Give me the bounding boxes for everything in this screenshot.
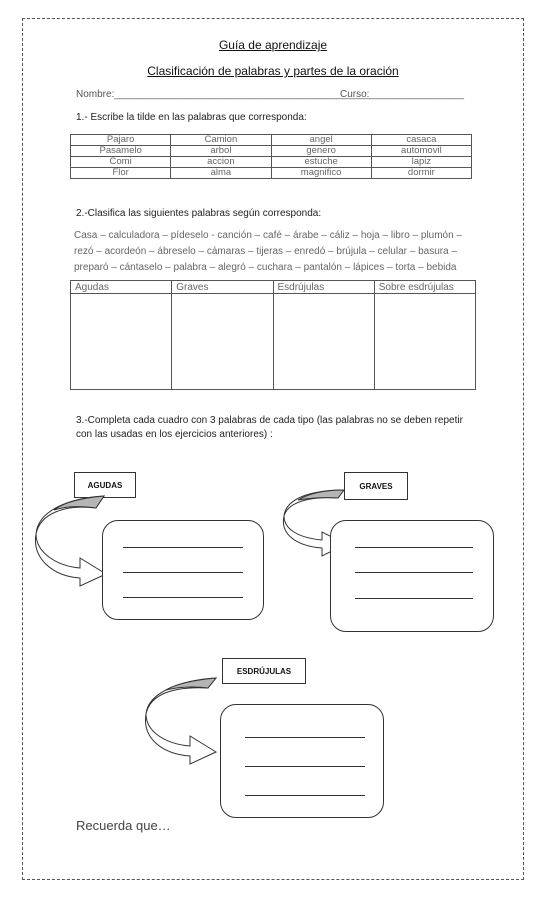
table-cell: angel — [271, 135, 371, 146]
table-cell: Pasamelo — [71, 146, 171, 157]
answer-line[interactable] — [245, 737, 365, 738]
answer-cell-agudas[interactable] — [71, 294, 172, 390]
answer-line[interactable] — [123, 547, 243, 548]
column-header-agudas: Agudas — [71, 281, 172, 294]
word-list-line: rezó – acordeón – ábreselo – cámaras – tijeras – enredó – brújula – celular – basura – — [74, 246, 458, 257]
table-cell: Pajaro — [71, 135, 171, 146]
page-title: Guía de aprendizaje — [218, 38, 328, 52]
exercise1-table — [70, 134, 472, 179]
table-row — [71, 168, 472, 179]
table-cell: Camion — [171, 135, 271, 146]
curso-field[interactable]: Curso:_________________ — [340, 89, 464, 100]
table-header-row — [71, 281, 476, 294]
page-subtitle: Clasificación de palabras y partes de la oración — [147, 64, 399, 78]
exercise3-prompt-line: con las usadas en los ejercicios anteriores) : — [76, 429, 273, 440]
nombre-field[interactable]: Nombre:______________________________________________ — [76, 89, 371, 100]
classification-table — [70, 280, 476, 390]
table-cell: arbol — [171, 146, 271, 157]
answer-line[interactable] — [123, 572, 243, 573]
agudas-label-box: AGUDAS — [74, 472, 136, 498]
answer-cell-esdrujulas[interactable] — [273, 294, 374, 390]
answer-line[interactable] — [355, 572, 473, 573]
answer-line[interactable] — [123, 597, 243, 598]
table-cell: casaca — [371, 135, 471, 146]
table-row — [71, 146, 472, 157]
table-cell: Comi — [71, 157, 171, 168]
agudas-answer-box[interactable] — [102, 520, 264, 620]
graves-answer-box[interactable] — [330, 520, 494, 632]
table-cell: accion — [171, 157, 271, 168]
esdrujulas-answer-box[interactable] — [220, 704, 384, 818]
answer-line[interactable] — [245, 795, 365, 796]
column-header-graves: Graves — [172, 281, 273, 294]
table-row — [71, 294, 476, 390]
exercise3-prompt — [76, 414, 476, 442]
answer-cell-sobre-esdrujulas[interactable] — [374, 294, 475, 390]
esdrujulas-label-box: ESDRÚJULAS — [222, 658, 306, 684]
answer-cell-graves[interactable] — [172, 294, 273, 390]
word-list — [74, 228, 474, 276]
table-cell: genero — [271, 146, 371, 157]
word-list-line: Casa – calculadora – pídeselo - canción – café – árabe – cáliz – hoja – libro – plumón – — [74, 230, 463, 241]
table-cell: alma — [171, 168, 271, 179]
table-cell: estuche — [271, 157, 371, 168]
table-cell: dormir — [371, 168, 471, 179]
table-cell: lapiz — [371, 157, 471, 168]
table-row — [71, 157, 472, 168]
answer-line[interactable] — [355, 598, 473, 599]
exercise1-prompt: 1.- Escribe la tilde en las palabras que corresponda: — [76, 112, 307, 123]
table-cell: Flor — [71, 168, 171, 179]
table-cell: magnifico — [271, 168, 371, 179]
table-row — [71, 135, 472, 146]
column-header-sobre-esdrujulas: Sobre esdrújulas — [374, 281, 475, 294]
word-list-line: preparó – cántaselo – palabra – alegró – cuchara – pantalón – lápices – torta – bebida — [74, 262, 457, 273]
exercise2-prompt: 2.-Clasifica las siguientes palabras según corresponda: — [76, 208, 322, 219]
curved-arrow-icon — [144, 676, 224, 764]
answer-line[interactable] — [355, 547, 473, 548]
table-cell: automovil — [371, 146, 471, 157]
answer-line[interactable] — [245, 766, 365, 767]
recuerda-text: Recuerda que… — [76, 818, 171, 833]
column-header-esdrujulas: Esdrújulas — [273, 281, 374, 294]
exercise3-prompt-line: 3.-Completa cada cuadro con 3 palabras de cada tipo (las palabras no se deben repetir — [76, 415, 463, 426]
graves-label-box: GRAVES — [344, 472, 408, 500]
